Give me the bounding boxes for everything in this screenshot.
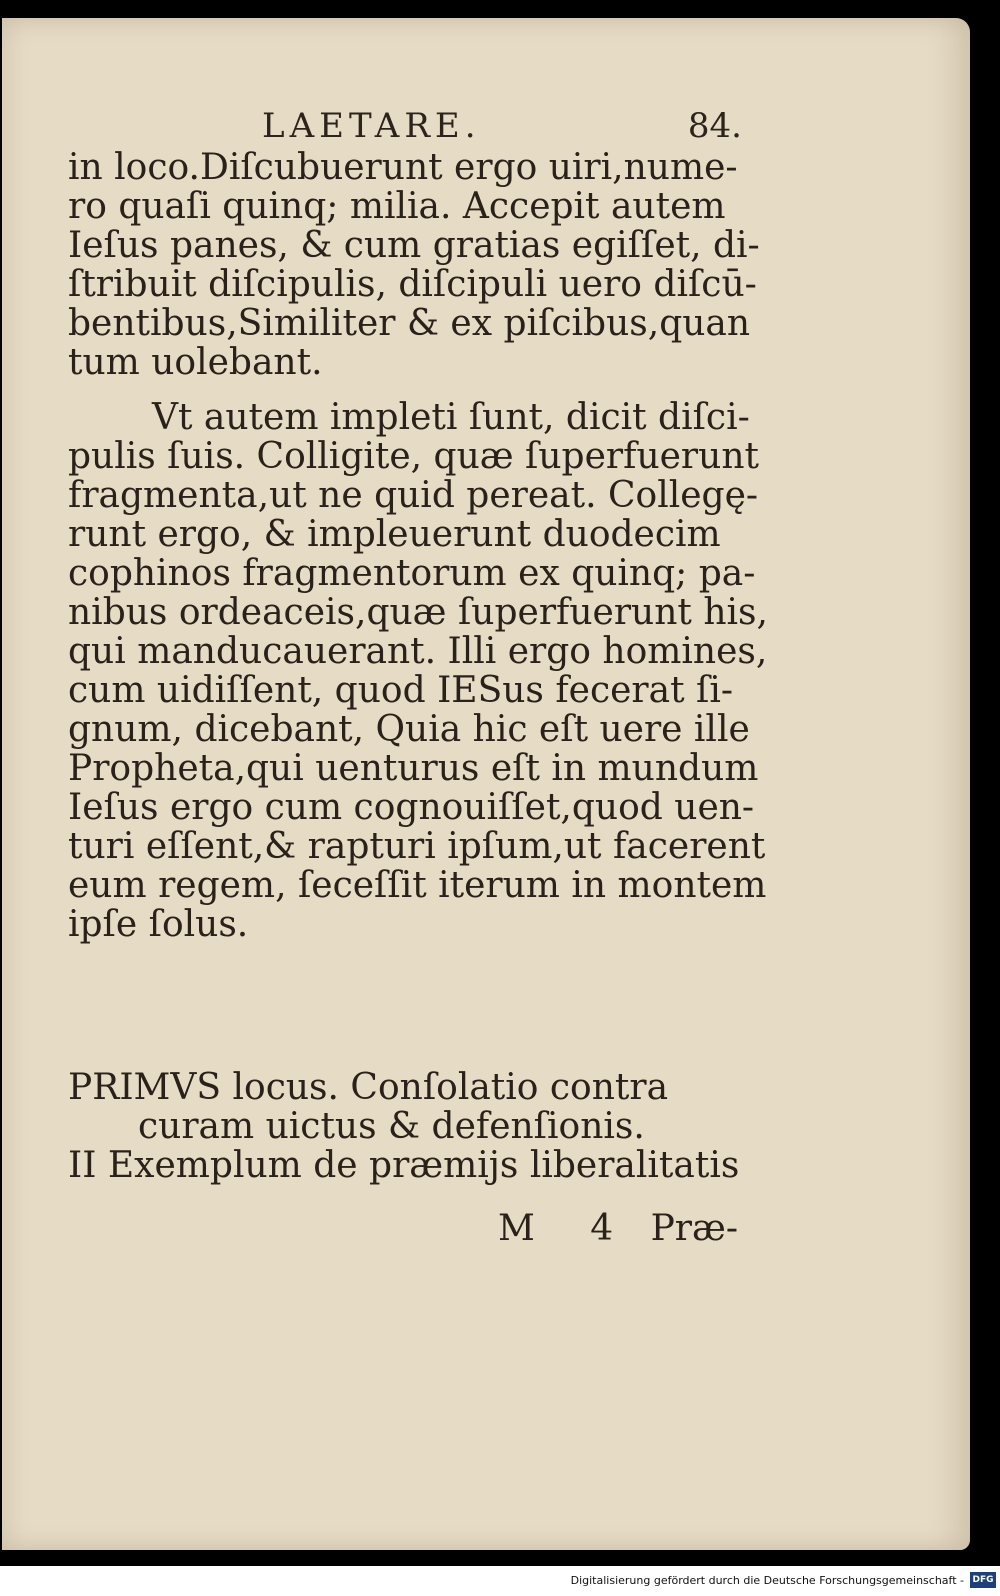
- locus-heading: PRIMVS locus. Conſolatio contra: [68, 1067, 669, 1108]
- dfg-logo-icon: DFG: [970, 1572, 996, 1588]
- text-line: runt ergo, & impleuerunt duodecim: [68, 514, 721, 555]
- footer-bar: [0, 1566, 1000, 1596]
- text-line: pulis ſuis. Colligite, quæ ſuperfuerunt: [68, 436, 759, 477]
- text-line: eum regem, ſeceſſit iterum in montem: [68, 865, 767, 906]
- running-head: LAETARE.: [262, 106, 481, 146]
- locus-item: II Exemplum de præmijs liberalitatis: [68, 1145, 740, 1186]
- loci-list: [68, 1068, 738, 1185]
- text-line: in loco.Diſcubuerunt ergo uiri,nume-: [68, 147, 738, 188]
- text-line: ſtribuit diſcipulis, diſcipuli uero diſcū-: [68, 264, 757, 305]
- text-line: ipſe ſolus.: [68, 904, 249, 945]
- text-line: ro quaſi quinq; milia. Accepit autem: [68, 186, 726, 227]
- text-line: Ieſus ergo cum cognouiſſet,quod uen-: [68, 787, 755, 828]
- catchline: [68, 1208, 738, 1252]
- text-line: Vt autem impleti ſunt, dicit diſci-: [152, 397, 750, 438]
- page-number: 84.: [687, 106, 742, 146]
- text-line: gnum, dicebant, Quia hic eſt uere ille: [68, 709, 750, 750]
- text-line: cophinos fragmentorum ex quinq; pa-: [68, 553, 756, 594]
- text-line: tum uolebant.: [68, 342, 323, 383]
- paragraph-gap: [68, 382, 738, 398]
- page-header: [72, 106, 742, 146]
- locus-continuation: curam uictus & defenſionis.: [138, 1106, 645, 1147]
- funding-notice: Digitalisierung gefördert durch die Deutsche Forschungsgemeinschaft -: [570, 1574, 964, 1587]
- text-line: fragmenta,ut ne quid pereat. Collegę-: [68, 475, 759, 516]
- text-line: cum uidiſſent, quod IESus fecerat ſi-: [68, 670, 734, 711]
- text-line: turi eſſent,& rapturi ipſum,ut facerent: [68, 826, 766, 867]
- text-line: nibus ordeaceis,quæ ſuperfuerunt his,: [68, 592, 768, 633]
- book-page: [2, 18, 970, 1550]
- text-line: Propheta,qui uenturus eſt in mundum: [68, 748, 759, 789]
- text-line: Ieſus panes, & cum gratias egiſſet, di-: [68, 225, 760, 266]
- text-line: qui manducauerant. Illi ergo homines,: [68, 631, 768, 672]
- signature-mark: M 4: [498, 1208, 636, 1249]
- catchword: Præ-: [650, 1208, 738, 1249]
- text-line: bentibus,Similiter & ex piſcibus,quan: [68, 303, 751, 344]
- body-text: [68, 147, 768, 945]
